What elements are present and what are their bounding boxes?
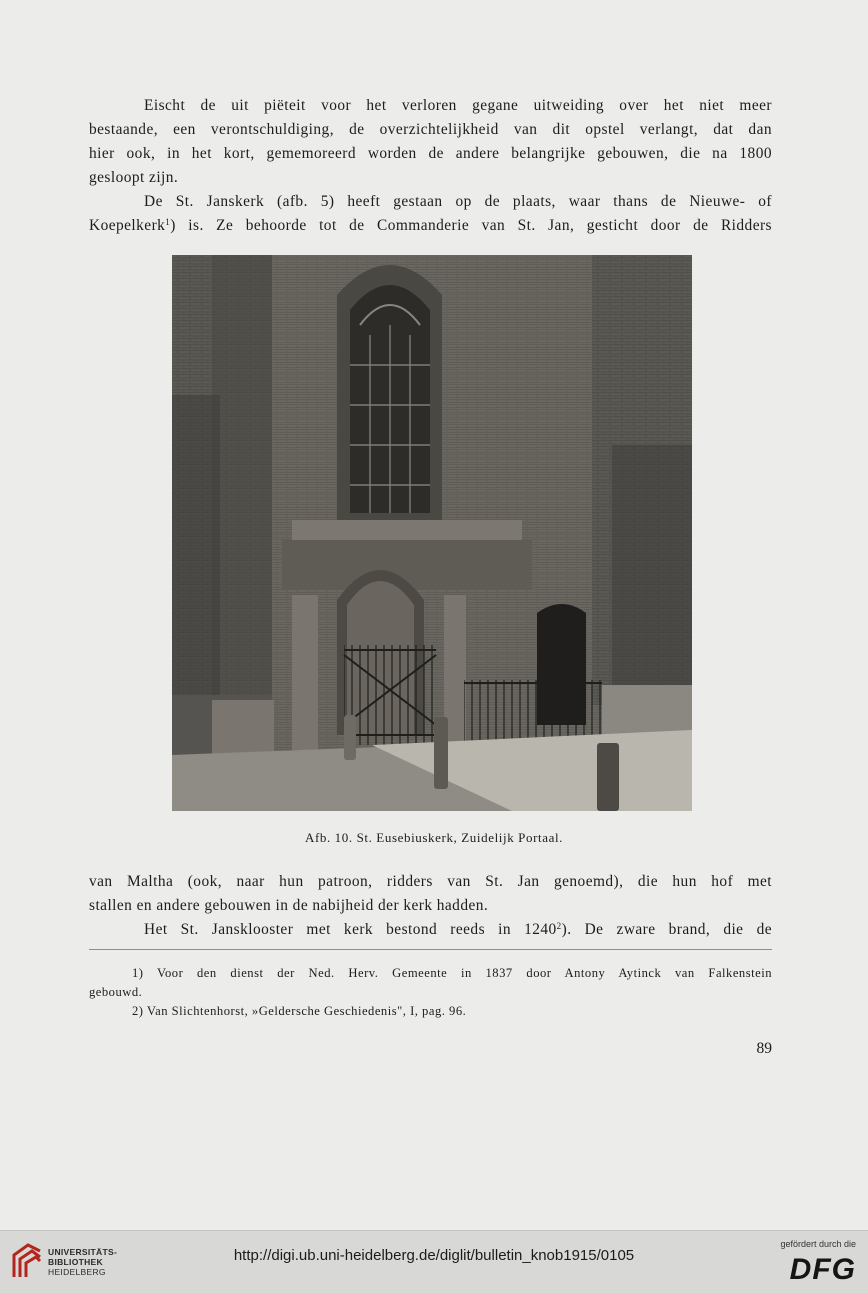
footnote-text: gebouwd. — [89, 985, 143, 999]
footnote-1 — [89, 964, 772, 1002]
footnote-text: 1) Voor den dienst der Ned. Herv. Gemeente in 1837 door Antony Aytinck van Falkenstein — [132, 966, 772, 980]
library-name: UNIVERSITÄTS- BIBLIOTHEK HEIDELBERG — [48, 1247, 118, 1277]
text-line: gesloopt zijn. — [89, 169, 179, 186]
text-line: Het St. Jansklooster met kerk bestond reeds in 1240$^2$). De zware brand, die de — [144, 921, 772, 938]
footnote-2 — [89, 1002, 772, 1021]
footnote-ref-2[interactable]: 2 — [556, 921, 562, 931]
funding-label: gefördert durch die — [780, 1239, 856, 1249]
permalink-url[interactable]: http://digi.ub.uni-heidelberg.de/diglit/bulletin_knob1915/0105 — [233, 1247, 635, 1264]
paragraph-continued — [89, 870, 772, 942]
footnote-ref-1[interactable]: 1 — [165, 217, 171, 227]
figure-caption: Afb. 10. St. Eusebiuskerk, Zuidelijk Portaal. — [304, 830, 564, 845]
text-line: Koepelkerk$^1$) is. Ze behoorde tot de Commanderie van St. Jan, gesticht door de Ridders — [89, 217, 772, 234]
page-number: 89 — [756, 1040, 772, 1057]
figure-photo-church-portal — [172, 255, 692, 811]
text-line: hier ook, in het kort, gememoreerd worden de andere belangrijke gebouwen, die na 1800 — [89, 145, 772, 162]
footnote-divider — [89, 949, 772, 950]
footnote-text: 2) Van Slichtenhorst, »Geldersche Geschiedenis", I, pag. 96. — [132, 1004, 467, 1018]
text-line: bestaande, een verontschuldiging, de overzichtelijkheid van dit opstel verlangt, dat dan — [89, 121, 772, 138]
paragraph-intro — [89, 94, 772, 238]
text-line: van Maltha (ook, naar hun patroon, ridders van St. Jan genoemd), die hun hof met — [89, 873, 772, 890]
text-line: Eischt de uit piëteit voor het verloren gegane uitweiding over het niet meer — [144, 97, 772, 114]
dfg-logo[interactable]: DFG — [789, 1253, 856, 1286]
text-line: De St. Janskerk (afb. 5) heeft gestaan op de plaats, waar thans de Nieuwe- of — [144, 193, 772, 210]
text-line: stallen en andere gebouwen in de nabijheid der kerk hadden. — [89, 897, 489, 914]
viewer-footer-bar — [0, 1230, 868, 1293]
